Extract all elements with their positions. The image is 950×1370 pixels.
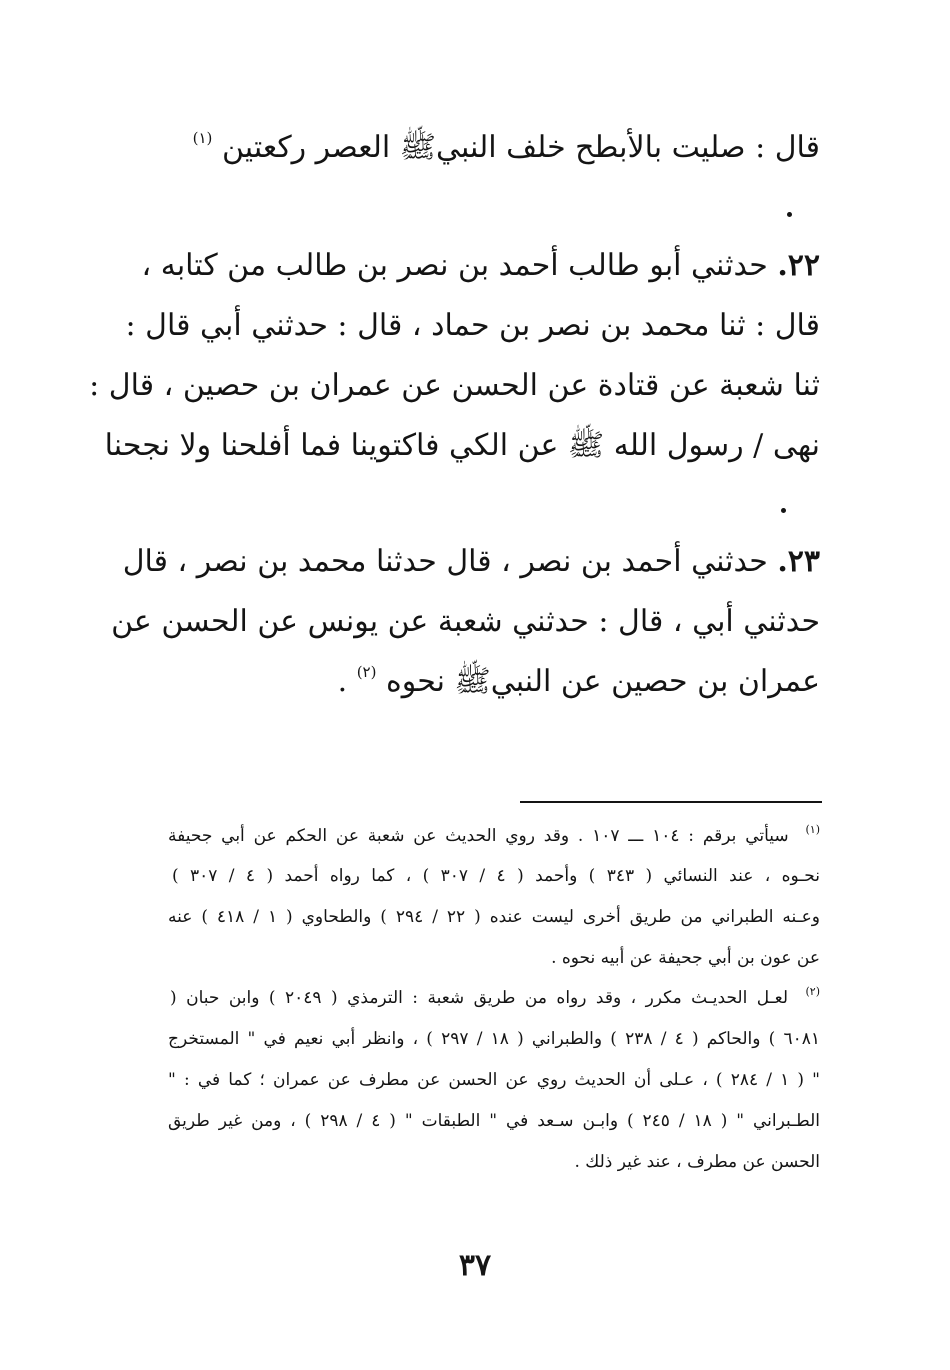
hadith-22-text-4: نهى / رسول الله ﷺ عن الكي فاكتوينا فما أفلحنا ولا نجحنا [104,428,820,463]
footnote-2-text-3: " ( ١ / ٢٨٤ ) ، عـلى أن الحديث روي عن الحسن عن مطرف عن عمران ؛ كما في : " [168,1070,820,1090]
footnote-2-text-1: لعـل الحديـث مكرر ، وقد رواه من طريق شعبة : الترمذي ( ٢٠٤٩ ) وابن حبان ( [170,988,789,1008]
hadith-22-number: ٢٢. [777,248,820,283]
hadith-23-text-1: حدثني أحمد بن نصر ، قال حدثنا محمد بن نصر ، قال [122,544,768,579]
footnote-2-text-5: الحسن عن مطرف ، عند غير ذلك . [574,1152,820,1172]
footnote-1-line-1 [168,822,820,850]
end-mark-dot [787,212,792,217]
footnote-1-text-2: نحـوه ، عند النسائي ( ٣٤٣ ) وأحمد ( ٤ / ٣٠٧ ) ، كما رواه أحمد ( ٤ / ٣٠٧ ) [172,866,820,886]
footnote-2-marker: (٢) [805,985,821,998]
hadith-22-text-1: حدثني أبو طالب أحمد بن نصر بن طالب من كتابه ، [141,248,768,283]
hadith-23-number: ٢٣. [777,544,820,579]
hadith-21-text: قال : صليت بالأبطح خلف النبيﷺ العصر ركعتين [221,130,820,165]
hadith-23-text-2: حدثني أبي ، قال : حدثني شعبة عن يونس عن الحسن عن [111,604,820,639]
footnote-2-text-2: ٦٠٨١ ) والحاكم ( ٤ / ٢٣٨ ) والطبراني ( ١٨ / ٢٩٧ ) ، وانظر أبي نعيم في " المستخرج [168,1029,820,1049]
footnote-ref-1: (١) [192,129,213,147]
footnote-1-text-3: وعـنه الطبراني من طريق أخرى ليست عنده ( ٢٢ / ٢٩٤ ) والطحاوي ( ١ / ٤١٨ ) عنه [168,907,820,927]
hadith-23-end-mark: . [337,664,348,699]
footnote-1-marker: (١) [805,823,820,836]
hadith-22-line-4 [104,426,820,466]
footnote-1-text-1: سيأتي برقم : ١٠٤ ـــ ١٠٧ . وقد روي الحديث عن شعبة عن الحكم عن أبي جحيفة [168,826,789,846]
hadith-23-line-1 [122,542,820,582]
hadith-23-text-3: عمران بن حصين عن النبيﷺ نحوه [386,664,820,699]
footnote-ref-2: (٢) [356,663,377,681]
footnote-2-line-1 [170,984,820,1012]
footnote-2-line-4 [168,1107,820,1135]
hadith-22-line-2 [125,306,820,346]
footnote-2-text-4: الطـبراني " ( ١٨ / ٢٤٥ ) وابـن سـعد في " الطبقات " ( ٤ / ٢٩٨ ) ، ومن غير طريق [168,1111,820,1131]
footnote-1-text-4: عن عون بن أبي جحيفة عن أبيه نحوه . [551,948,820,968]
page-number: ٣٧ [458,1248,492,1283]
hadith-22-line-1 [141,246,820,286]
hadith-22-line-3 [89,366,820,406]
hadith-23-line-3 [170,662,820,702]
hadith-22-text-3: ثنا شعبة عن قتادة عن الحسن عن عمران بن حصين ، قال : [89,368,820,403]
end-mark-dot [781,508,786,513]
footnote-1-line-2 [172,862,820,890]
footnote-2-line-5 [168,1148,820,1176]
hadith-22-text-2: قال : ثنا محمد بن نصر بن حماد ، قال : حدثني أبي قال : [125,308,820,343]
footnote-1-line-4 [168,944,820,972]
hadith-23-line-2 [111,602,820,642]
footnote-1-line-3 [168,903,820,931]
hadith-21-line [170,128,820,168]
footnote-2-line-3 [168,1066,820,1094]
footnote-2-line-2 [168,1025,820,1053]
footnote-separator [520,801,822,803]
